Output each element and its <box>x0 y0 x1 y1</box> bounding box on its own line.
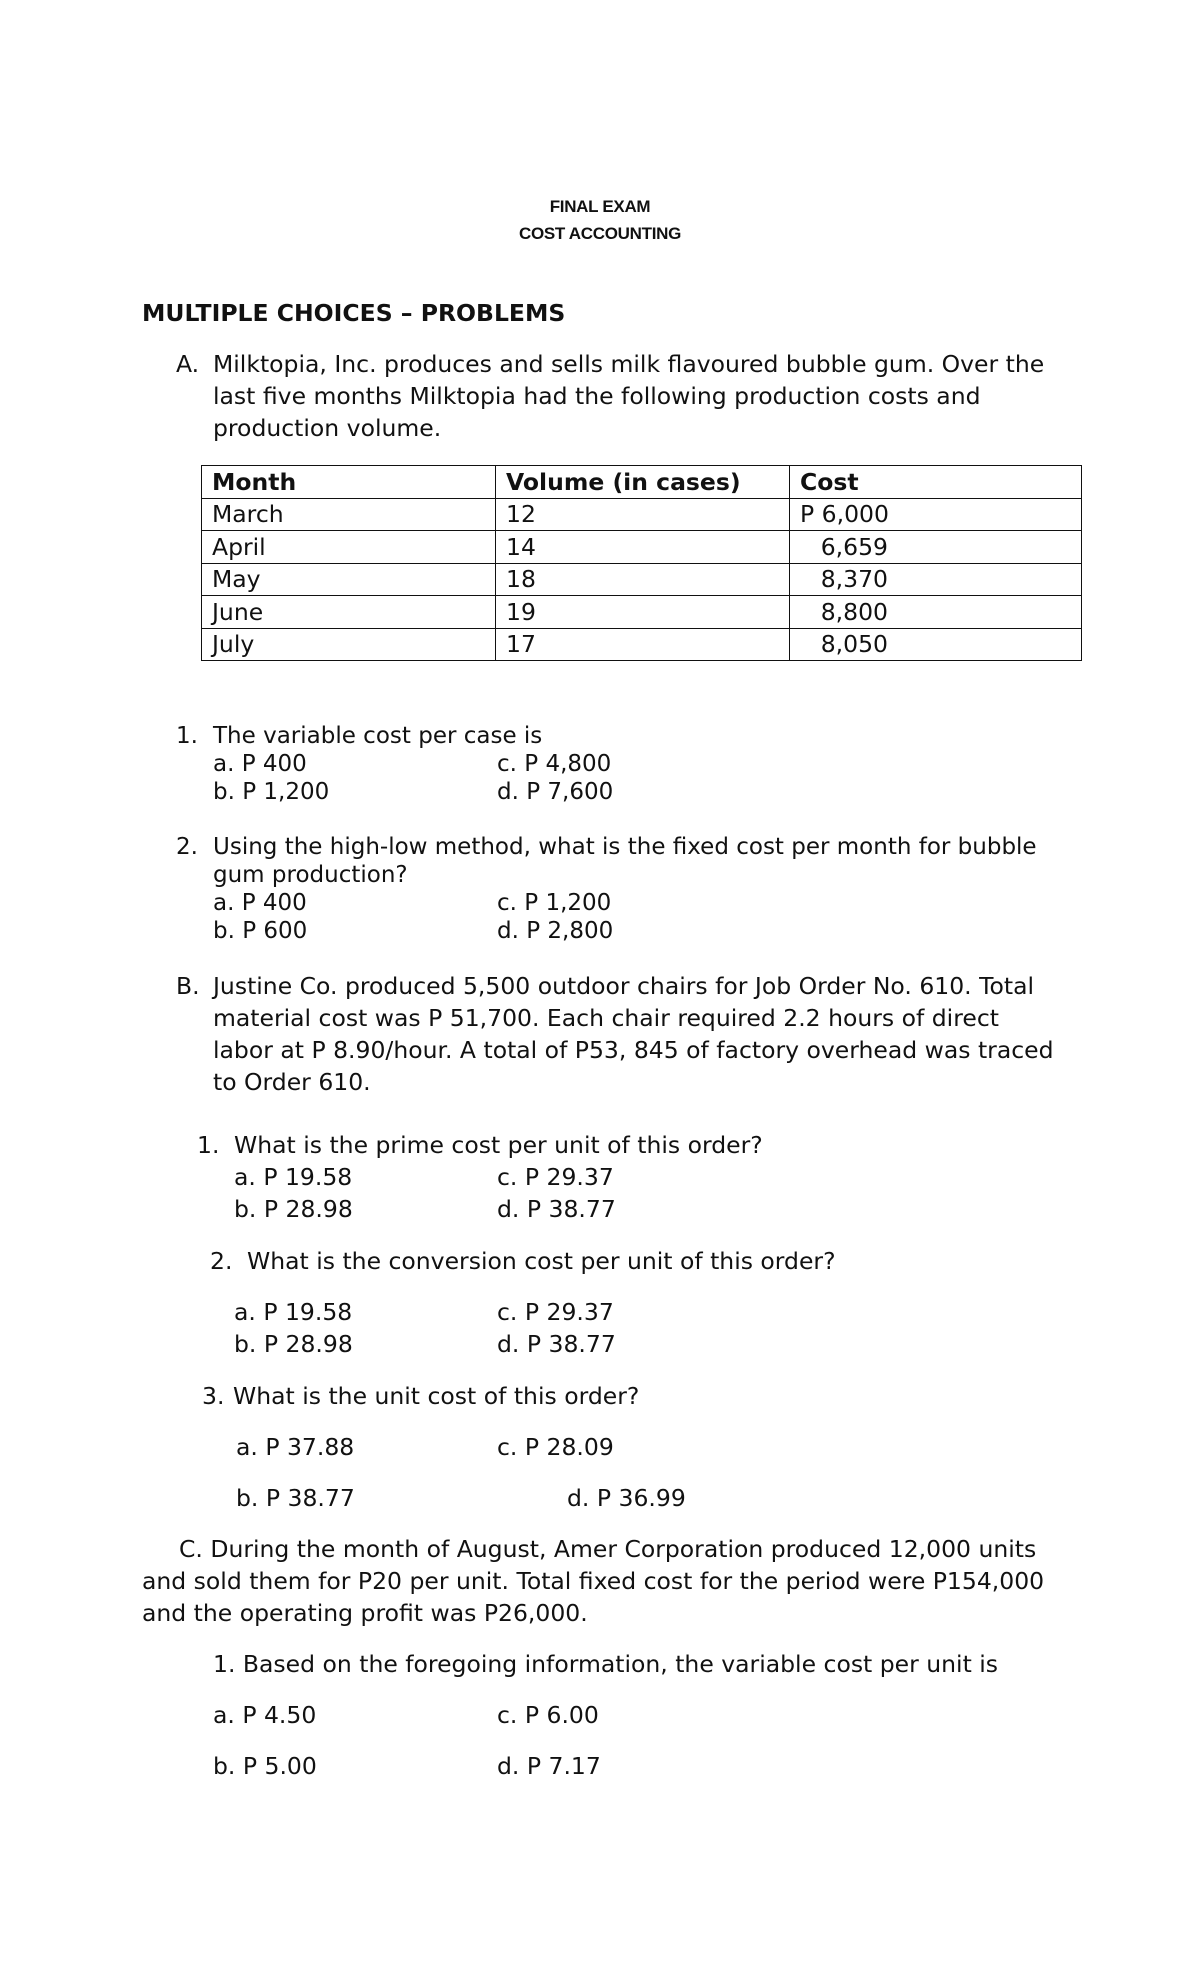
cost-value: 6,659 <box>820 532 888 561</box>
problem-b-line: Justine Co. produced 5,500 outdoor chairs for Job Order No. 610. Total <box>213 972 1035 1000</box>
choice-a: a. P 19.58 <box>234 1163 353 1191</box>
table-row <box>202 596 1082 629</box>
question-number: 2. <box>210 1247 233 1275</box>
table-row <box>202 531 1082 564</box>
choice-d: d. P 2,800 <box>497 918 614 944</box>
choice-a: a. P 19.58 <box>234 1298 353 1326</box>
table-cell-cost <box>790 498 1082 531</box>
problem-b-line: material cost was P 51,700. Each chair required 2.2 hours of direct <box>213 1004 999 1032</box>
table-header-volume: Volume (in cases) <box>496 466 790 499</box>
choice-c: c. P 1,200 <box>497 890 612 916</box>
problem-b-marker: B. <box>176 972 200 1000</box>
choice-b: b. P 5.00 <box>213 1752 317 1780</box>
question-text: gum production? <box>213 862 408 888</box>
production-table <box>201 465 1082 661</box>
exam-title: FINAL EXAM <box>549 197 651 216</box>
question-number: 1. <box>176 723 198 749</box>
question-text: What is the unit cost of this order? <box>233 1382 640 1410</box>
problem-a-line: Milktopia, Inc. produces and sells milk flavoured bubble gum. Over the <box>213 350 1045 378</box>
problem-a-line: production volume. <box>213 414 442 442</box>
choice-c: c. P 29.37 <box>497 1298 614 1326</box>
problem-b-line: to Order 610. <box>213 1068 371 1096</box>
table-cell-volume: 18 <box>496 563 790 596</box>
choice-b: b. P 28.98 <box>234 1195 353 1223</box>
table-row <box>202 498 1082 531</box>
question-number: 3. <box>202 1382 225 1410</box>
cost-value: 8,800 <box>820 597 888 626</box>
table-cell-month: June <box>202 596 496 629</box>
table-cell-cost <box>790 563 1082 596</box>
cost-value: 6,000 <box>821 500 889 529</box>
question-text: What is the conversion cost per unit of this order? <box>247 1247 836 1275</box>
table-cell-month: March <box>202 498 496 531</box>
table-header-cost: Cost <box>790 466 1082 499</box>
table-row <box>202 563 1082 596</box>
table-cell-cost <box>790 628 1082 661</box>
currency-prefix: P <box>800 500 815 529</box>
section-title: MULTIPLE CHOICES – PROBLEMS <box>142 299 566 327</box>
choice-a: a. P 400 <box>213 751 307 777</box>
problem-a-line: last five months Milktopia had the following production costs and <box>213 382 981 410</box>
choice-a: a. P 400 <box>213 890 307 916</box>
question-text: The variable cost per case is <box>213 723 543 749</box>
question-number: 2. <box>176 834 198 860</box>
table-cell-volume: 12 <box>496 498 790 531</box>
choice-d: d. P 38.77 <box>497 1195 616 1223</box>
table-cell-month: July <box>202 628 496 661</box>
problem-b-line: labor at P 8.90/hour. A total of P53, 845 of factory overhead was traced <box>213 1036 1054 1064</box>
question-text: 1. Based on the foregoing information, the variable cost per unit is <box>213 1650 999 1678</box>
choice-d: d. P 7,600 <box>497 779 614 805</box>
choice-a: a. P 4.50 <box>213 1701 317 1729</box>
problem-a-marker: A. <box>176 350 200 378</box>
table-row <box>202 628 1082 661</box>
question-text: What is the prime cost per unit of this order? <box>234 1131 763 1159</box>
choice-c: c. P 29.37 <box>497 1163 614 1191</box>
table-header-month: Month <box>202 466 496 499</box>
problem-c-line: and sold them for P20 per unit. Total fixed cost for the period were P154,000 <box>142 1567 1045 1595</box>
choice-b: b. P 38.77 <box>236 1484 355 1512</box>
choice-b: b. P 1,200 <box>213 779 330 805</box>
course-title: COST ACCOUNTING <box>518 224 682 243</box>
choice-b: b. P 600 <box>213 918 308 944</box>
cost-value: 8,370 <box>820 565 888 594</box>
table-cell-volume: 19 <box>496 596 790 629</box>
table-cell-month: May <box>202 563 496 596</box>
table-cell-volume: 17 <box>496 628 790 661</box>
choice-c: c. P 4,800 <box>497 751 612 777</box>
choice-d: d. P 36.99 <box>567 1484 686 1512</box>
table-cell-volume: 14 <box>496 531 790 564</box>
table-cell-month: April <box>202 531 496 564</box>
table-cell-cost <box>790 596 1082 629</box>
choice-c: c. P 28.09 <box>497 1433 614 1461</box>
choice-d: d. P 7.17 <box>497 1752 601 1780</box>
question-number: 1. <box>197 1131 220 1159</box>
choice-a: a. P 37.88 <box>236 1433 355 1461</box>
choice-b: b. P 28.98 <box>234 1330 353 1358</box>
cost-value: 8,050 <box>820 630 888 659</box>
problem-c-line: and the operating profit was P26,000. <box>142 1599 588 1627</box>
table-header-row <box>202 466 1082 499</box>
problem-c-line: C. During the month of August, Amer Corporation produced 12,000 units <box>179 1535 1037 1563</box>
table-cell-cost <box>790 531 1082 564</box>
choice-c: c. P 6.00 <box>497 1701 599 1729</box>
question-text: Using the high-low method, what is the fixed cost per month for bubble <box>213 834 1037 860</box>
choice-d: d. P 38.77 <box>497 1330 616 1358</box>
